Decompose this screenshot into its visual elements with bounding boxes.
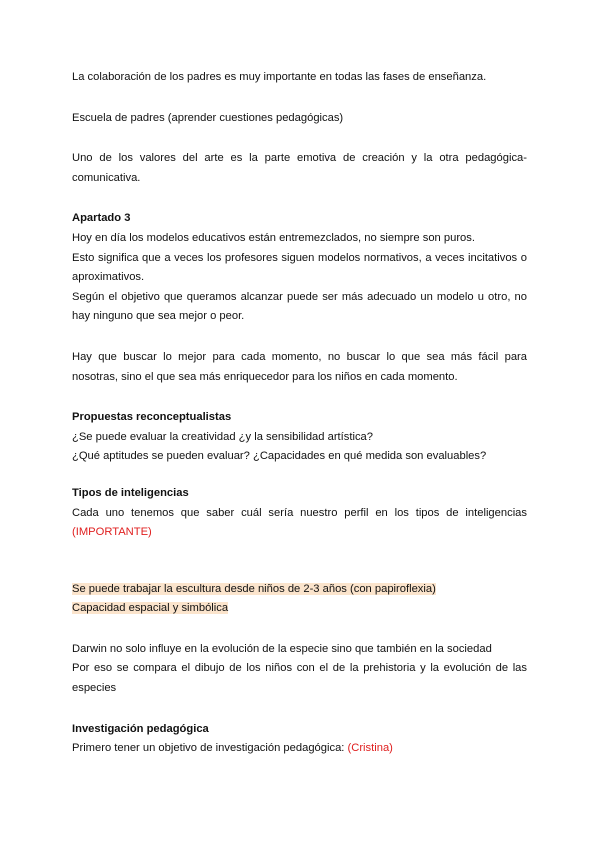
document-content bbox=[72, 68, 527, 759]
paragraph-evaluate-aptitudes: ¿Qué aptitudes se pueden evaluar? ¿Capacidades en qué medida son evaluables? bbox=[72, 450, 487, 463]
paragraph-prehistory-drawing: Por eso se compara el dibujo de los niños con el de la prehistoria y la evolución de las especies bbox=[72, 662, 527, 695]
important-note: (IMPORTANTE) bbox=[72, 526, 152, 539]
paragraph-intelligence-profile bbox=[72, 504, 527, 543]
paragraph-models-meaning: Esto significa que a veces los profesores siguen modelos normativos, a veces incitativos o aproximativos. bbox=[72, 251, 527, 284]
heading-apartado-3: Apartado 3 bbox=[72, 212, 131, 225]
heading-pedagogical-research: Investigación pedagógica bbox=[72, 722, 209, 735]
paragraph-darwin: Darwin no solo influye en la evolución de la especie sino que también en la sociedad bbox=[72, 642, 492, 655]
paragraph-best-for-moment: Hay que buscar lo mejor para cada momento, no buscar lo que sea más fácil para nosotras, sino el que sea más enriquecedor para los niños en cada momento. bbox=[72, 350, 527, 383]
highlight-spatial-capacity: Capacidad espacial y simbólica bbox=[72, 602, 229, 615]
paragraph-models-objective: Según el objetivo que queramos alcanzar puede ser más adecuado un modelo u otro, no hay ninguno que sea mejor o peor. bbox=[72, 290, 527, 323]
paragraph-evaluate-creativity: ¿Se puede evaluar la creatividad ¿y la sensibilidad artística? bbox=[72, 430, 373, 443]
heading-reconceptualist-proposals: Propuestas reconceptualistas bbox=[72, 411, 232, 424]
paragraph-art-values: Uno de los valores del arte es la parte emotiva de creación y la otra pedagógica-comunicativa. bbox=[72, 152, 527, 184]
paragraph-parents-collaboration: La colaboración de los padres es muy importante en todas las fases de enseñanza. bbox=[72, 71, 487, 83]
research-objective-text: Primero tener un objetivo de investigación pedagógica: bbox=[72, 742, 345, 755]
highlighted-block bbox=[72, 580, 527, 619]
cristina-note: (Cristina) bbox=[347, 742, 393, 755]
intelligence-profile-text: Cada uno tenemos que saber cuál sería nuestro perfil en los tipos de inteligencias bbox=[72, 506, 527, 519]
heading-intelligence-types: Tipos de inteligencias bbox=[72, 486, 189, 499]
highlight-sculpture: Se puede trabajar la escultura desde niños de 2-3 años (con papiroflexia) bbox=[72, 582, 436, 595]
paragraph-research-objective bbox=[72, 739, 527, 759]
paragraph-parents-school: Escuela de padres (aprender cuestiones pedagógicas) bbox=[72, 111, 344, 124]
paragraph-models-mixed: Hoy en día los modelos educativos están entremezclados, no siempre son puros. bbox=[72, 231, 475, 244]
